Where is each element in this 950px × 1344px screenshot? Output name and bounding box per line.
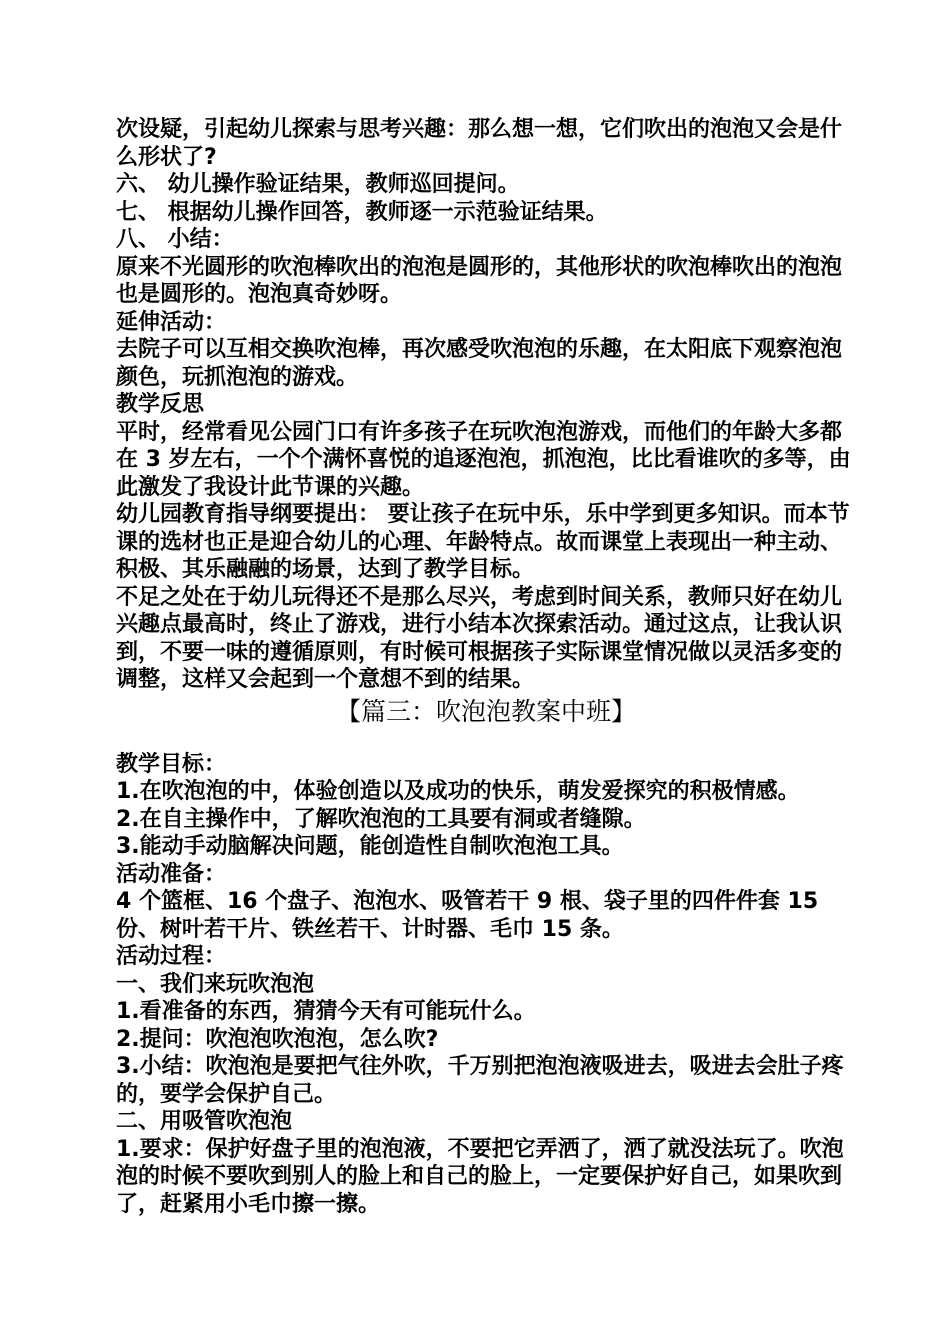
section-title: 【篇三：吹泡泡教案中班】 [335, 696, 636, 726]
reflection-paragraph-1: 平时，经常看见公园门口有许多孩子在玩吹泡泡游戏，而他们的年龄大多都在 3 岁左右，一个个满怀喜悦的追逐泡泡，抓泡泡，比比看谁吹的多等，由此激发了我设计此节课的兴趣。 [116, 419, 851, 500]
process-item-3: 3.小结：吹泡泡是要把气往外吹，千万别把泡泡液吸进去，吸进去会肚子疼的，要学会保护自己。 [116, 1054, 844, 1107]
preparation-heading: 活动准备： [116, 861, 227, 887]
summary-paragraph: 原来不光圆形的吹泡棒吹出的泡泡是圆形的，其他形状的吹泡棒吹出的泡泡也是圆形的。泡泡真奇妙呀。 [116, 254, 843, 307]
process-heading: 活动过程： [116, 944, 227, 969]
goal-item-1: 1.在吹泡泡的中，体验创造以及成功的快乐，萌发爱探究的积极情感。 [116, 779, 800, 804]
process-item-4: 1.要求：保护好盘子里的泡泡液，不要把它弄洒了，洒了就没法玩了。吹泡泡的时候不要吹到别人的脸上和自己的脸上，一定要保护好自己，如果吹到了，赶紧用小毛巾擦一擦。 [116, 1136, 844, 1217]
reflection-heading: 教学反思 [116, 392, 205, 417]
extension-heading: 延伸活动： [116, 309, 227, 335]
process-item-2: 2.提问：吹泡泡吹泡泡，怎么吹? [116, 1026, 439, 1052]
document-page [116, 116, 856, 1218]
reflection-paragraph-2: 幼儿园教育指导纲要提出： 要让孩子在玩中乐，乐中学到更多知识。而本节课的选材也正是迎合幼儿的心理、年龄特点。故而课堂上表现出一种主动、积极、其乐融融的场景，达到了教学目标。 [116, 502, 850, 582]
reflection-paragraph-3: 不足之处在于幼儿玩得还不是那么尽兴，考虑到时间关系，教师只好在幼儿兴趣点最高时，终止了游戏，进行小结本次探索活动。通过这点，让我认识到，不要一味的遵循原则，有时候可根据孩子实际课堂情况做以灵活多变的调整，这样又会起到一个意想不到的结果。 [116, 584, 843, 692]
process-item-1: 1.看准备的东西，猜猜今天有可能玩什么。 [116, 999, 536, 1024]
goal-item-3: 3.能动手动脑解决问题，能创造性自制吹泡泡工具。 [116, 834, 624, 859]
paragraph: 次设疑，引起幼儿探索与思考兴趣：那么想一想，它们吹出的泡泡又会是什么形状了? [116, 117, 843, 170]
preparation-paragraph: 4 个篮框、16 个盘子、泡泡水、吸管若干 9 根、袋子里的四件件套 15 份、树叶若干片、铁丝若干、计时器、毛巾 15 条。 [116, 889, 826, 942]
extension-paragraph: 去院子可以互相交换吹泡棒，再次感受吹泡泡的乐趣，在太阳底下观察泡泡颜色，玩抓泡泡的游戏。 [116, 337, 843, 390]
process-step-1-heading: 一、我们来玩吹泡泡 [116, 971, 315, 997]
goal-item-2: 2.在自主操作中，了解吹泡泡的工具要有洞或者缝隙。 [116, 806, 646, 832]
goals-heading: 教学目标： [116, 751, 227, 777]
step-six: 六、 幼儿操作验证结果，教师巡回提问。 [116, 172, 520, 197]
step-eight-heading: 八、 小结： [116, 227, 234, 252]
step-seven: 七、 根据幼儿操作回答，教师逐一示范验证结果。 [116, 199, 608, 225]
process-step-2-heading: 二、用吸管吹泡泡 [116, 1109, 293, 1134]
